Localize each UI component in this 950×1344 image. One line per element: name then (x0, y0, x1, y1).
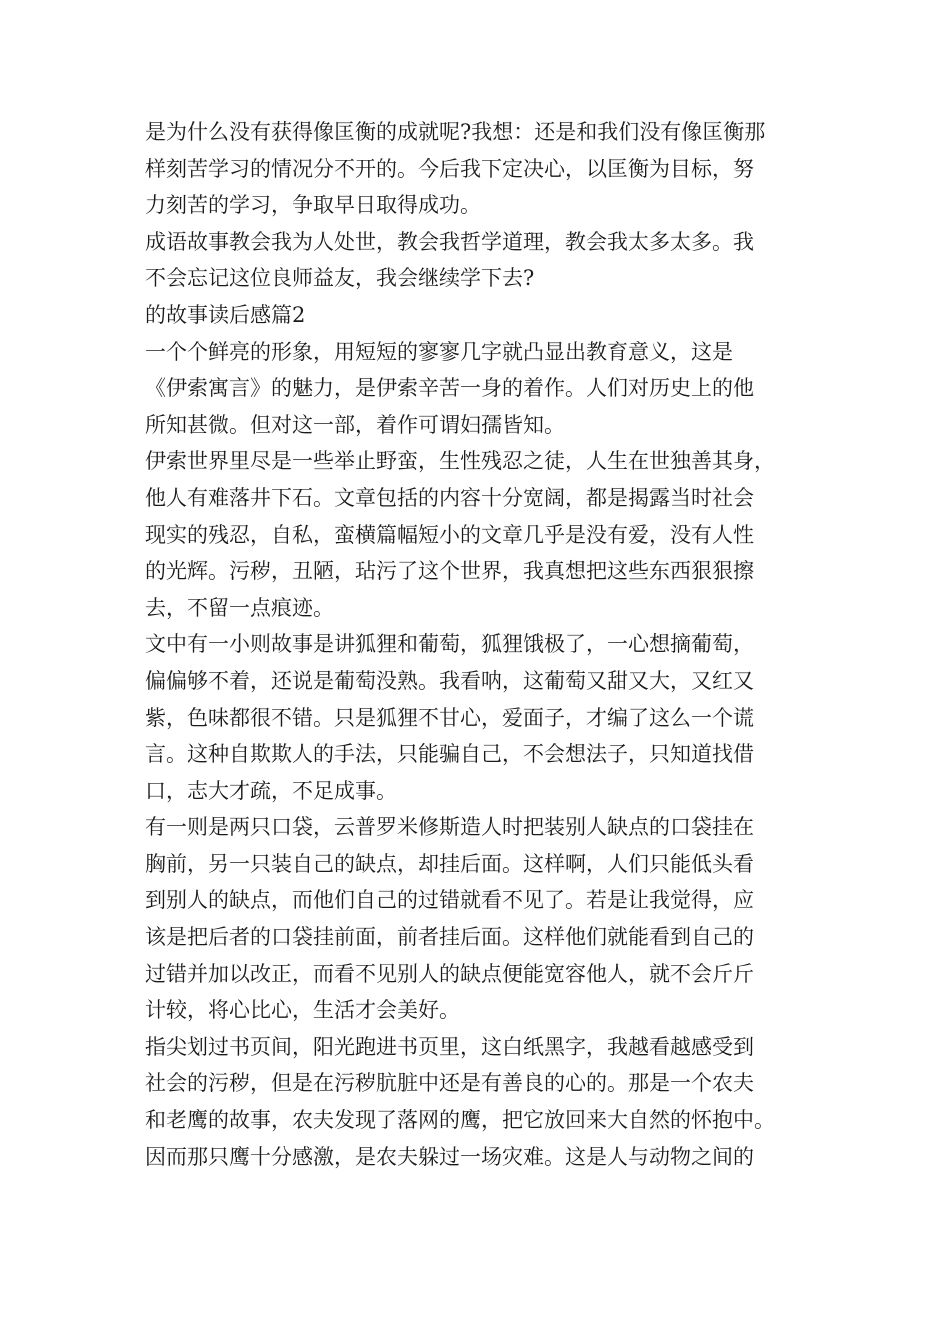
text-line: 言。这种自欺欺人的手法，只能骗自己，不会想法子，只知道找借 (145, 742, 754, 767)
text-line: 文中有一小则故事是讲狐狸和葡萄，狐狸饿极了，一心想摘葡萄， (145, 632, 754, 657)
text-line: 不会忘记这位良师益友，我会继续学下去? (145, 266, 535, 291)
text-line: 因而那只鹰十分感激，是农夫躲过一场灾难。这是人与动物之间的 (145, 1144, 754, 1169)
text-line: 样刻苦学习的情况分不开的。今后我下定决心，以匡衡为目标，努 (145, 156, 754, 181)
text-line: 现实的残忍，自私，蛮横篇幅短小的文章几乎是没有爱，没有人性 (145, 522, 754, 547)
text-line: 去，不留一点痕迹。 (145, 595, 334, 620)
text-line: 和老鹰的故事，农夫发现了落网的鹰，把它放回来大自然的怀抱中。 (145, 1108, 775, 1133)
text-line: 该是把后者的口袋挂前面，前者挂后面。这样他们就能看到自己的 (145, 925, 754, 950)
text-line: 伊索世界里尽是一些举止野蛮，生性残忍之徒，人生在世独善其身， (145, 449, 775, 474)
text-line: 力刻苦的学习，争取早日取得成功。 (145, 193, 481, 218)
text-line: 胸前，另一只装自己的缺点，却挂后面。这样啊，人们只能低头看 (145, 851, 754, 876)
text-line: 他人有难落井下石。文章包括的内容十分宽阔，都是揭露当时社会 (145, 485, 754, 510)
text-line: 成语故事教会我为人处世，教会我哲学道理，教会我太多太多。我 (145, 229, 754, 254)
text-line: 紫，色味都很不错。只是狐狸不甘心，爱面子，才编了这么一个谎 (145, 705, 754, 730)
text-line: 计较，将心比心，生活才会美好。 (145, 998, 460, 1023)
text-line: 指尖划过书页间，阳光跑进书页里，这白纸黑字，我越看越感受到 (145, 1034, 754, 1059)
text-line: 是为什么没有获得像匡衡的成就呢?我想：还是和我们没有像匡衡那 (145, 120, 766, 144)
text-line: 口，志大才疏，不足成事。 (145, 778, 397, 803)
text-line: 社会的污秽，但是在污秽肮脏中还是有善良的心的。那是一个农夫 (145, 1071, 754, 1096)
text-line: 有一则是两只口袋，云普罗米修斯造人时把装别人缺点的口袋挂在 (145, 815, 754, 840)
text-line: 《伊索寓言》的魅力，是伊索辛苦一身的着作。人们对历史上的他 (145, 376, 754, 401)
text-line: 所知甚微。但对这一部，着作可谓妇孺皆知。 (145, 412, 565, 437)
text-line: 过错并加以改正，而看不见别人的缺点便能宽容他人，就不会斤斤 (145, 961, 754, 986)
document-body (145, 114, 815, 1175)
text-line: 偏偏够不着，还说是葡萄没熟。我看呐，这葡萄又甜又大，又红又 (145, 668, 754, 693)
text-line: 到别人的缺点，而他们自己的过错就看不见了。若是让我觉得，应 (145, 888, 754, 913)
text-line: 的光辉。污秽，丑陋，玷污了这个世界，我真想把这些东西狠狠擦 (145, 559, 754, 584)
text-line: 一个个鲜亮的形象，用短短的寥寥几字就凸显出教育意义，这是 (145, 339, 733, 364)
section-heading: 的故事读后感篇2 (145, 302, 306, 327)
